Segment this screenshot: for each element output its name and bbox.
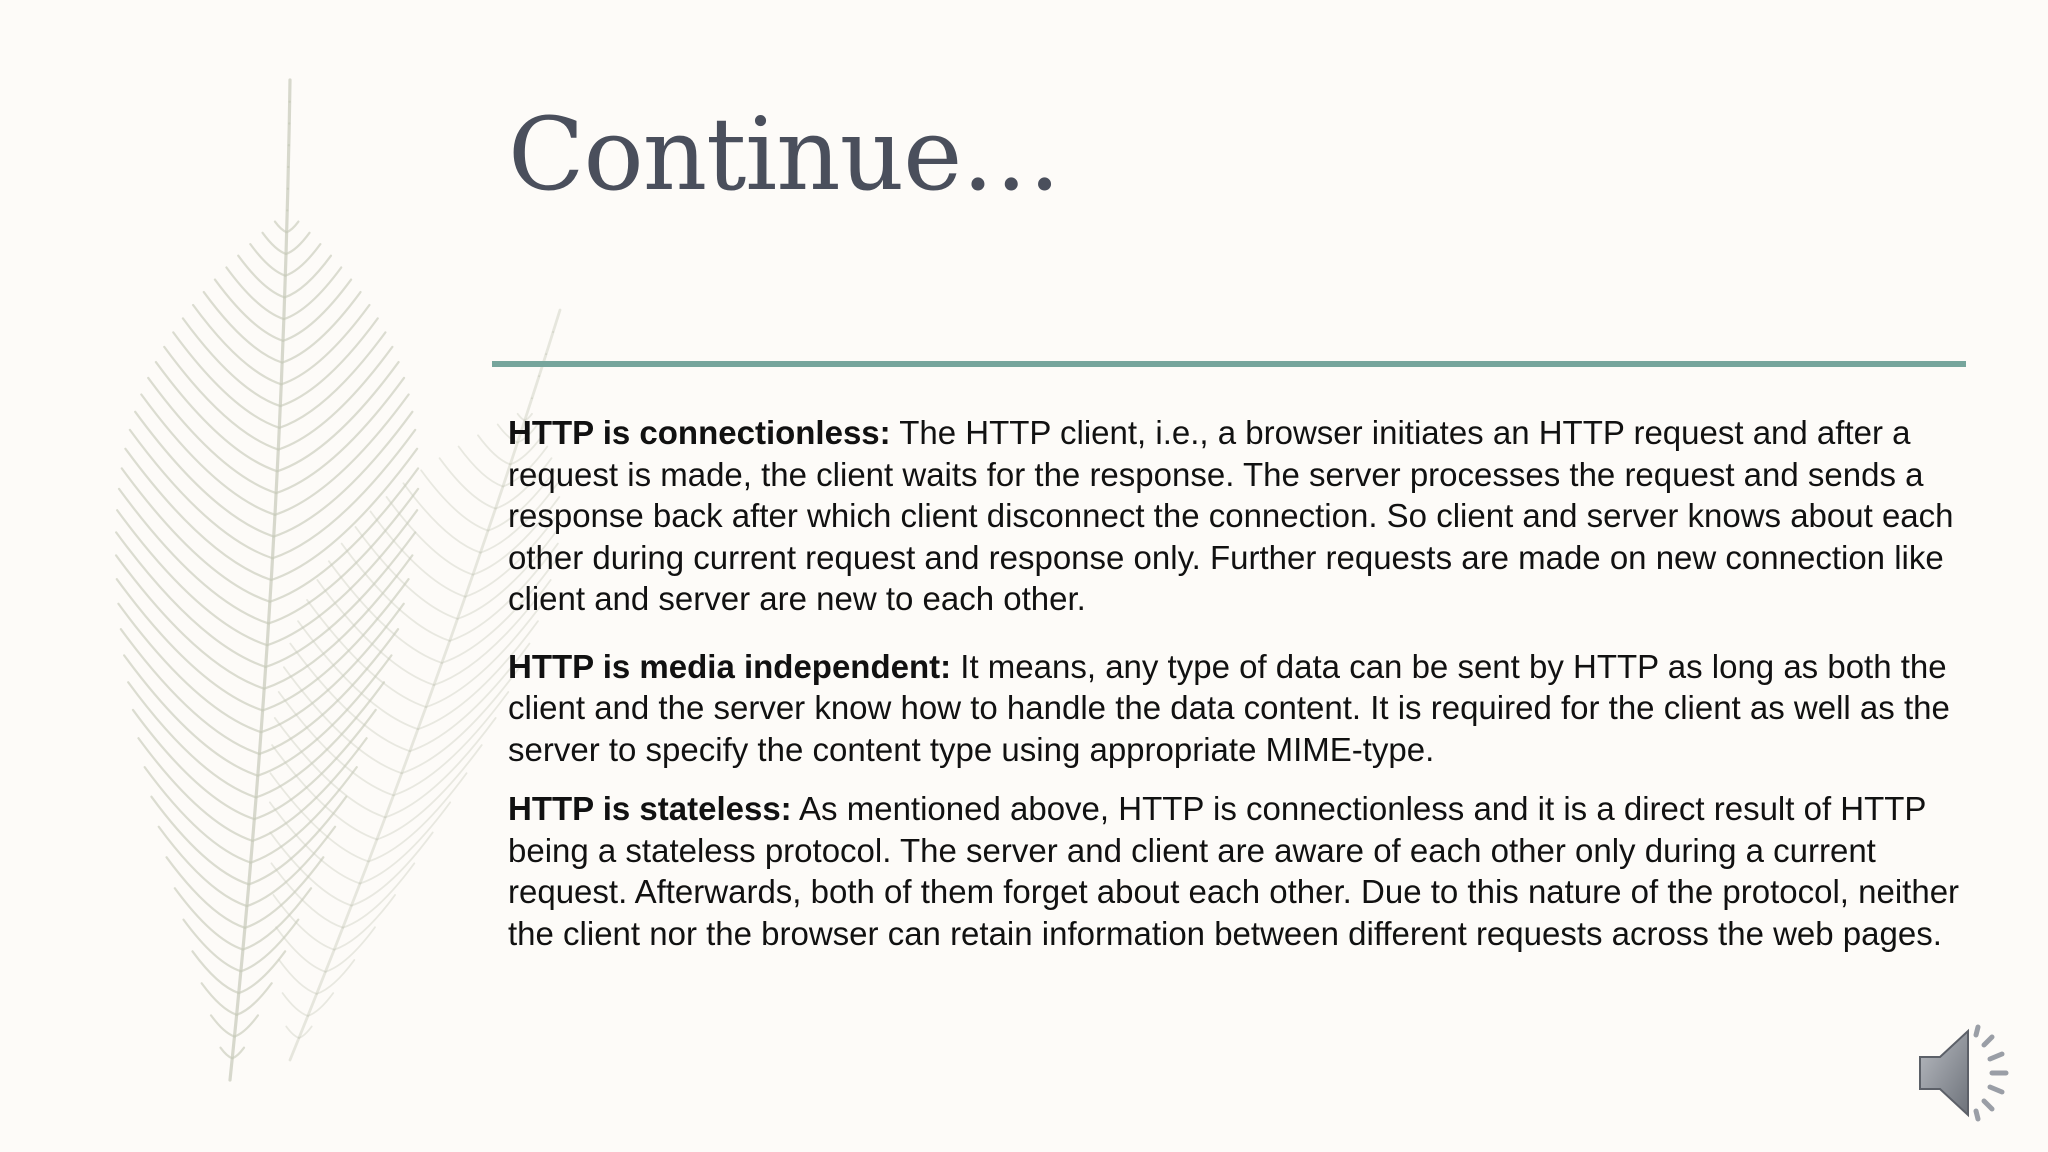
title-divider: [492, 361, 1966, 367]
speaker-icon[interactable]: [1916, 1023, 2026, 1123]
paragraph-term: HTTP is stateless:: [508, 790, 792, 827]
paragraph-stateless: [508, 788, 1978, 954]
slide-title: Continue…: [508, 96, 1061, 213]
paragraph-term: HTTP is media independent:: [508, 647, 952, 685]
paragraph-text: It means, any type of data can be sent by HTTP as long as both the client and the server know how to handle the data content. It is required for the client as well as the server to specify the content type using appropriate MIME-type.: [508, 647, 1950, 768]
paragraph-term: HTTP is connectionless:: [508, 414, 891, 451]
paragraph-connectionless: [508, 412, 1978, 620]
paragraph-text: As mentioned above, HTTP is connectionless and it is a direct result of HTTP being a stateless protocol. The server and client are aware of each other only during a current request. Afterwards, both of them forget about each other. Due to this nature of the protocol, neither the client nor the browser can retain information between different requests across the web pages.: [508, 790, 1960, 952]
paragraph-text: The HTTP client, i.e., a browser initiates an HTTP request and after a request is made, the client waits for the response. The server processes the request and sends a response back after which client disconnect the connection. So client and server knows about each other during current request and response only. Further requests are made on new connection like client and server are new to each other.: [508, 414, 1954, 617]
paragraph-media-independent: [508, 646, 1978, 771]
slide-body: [508, 412, 1978, 954]
